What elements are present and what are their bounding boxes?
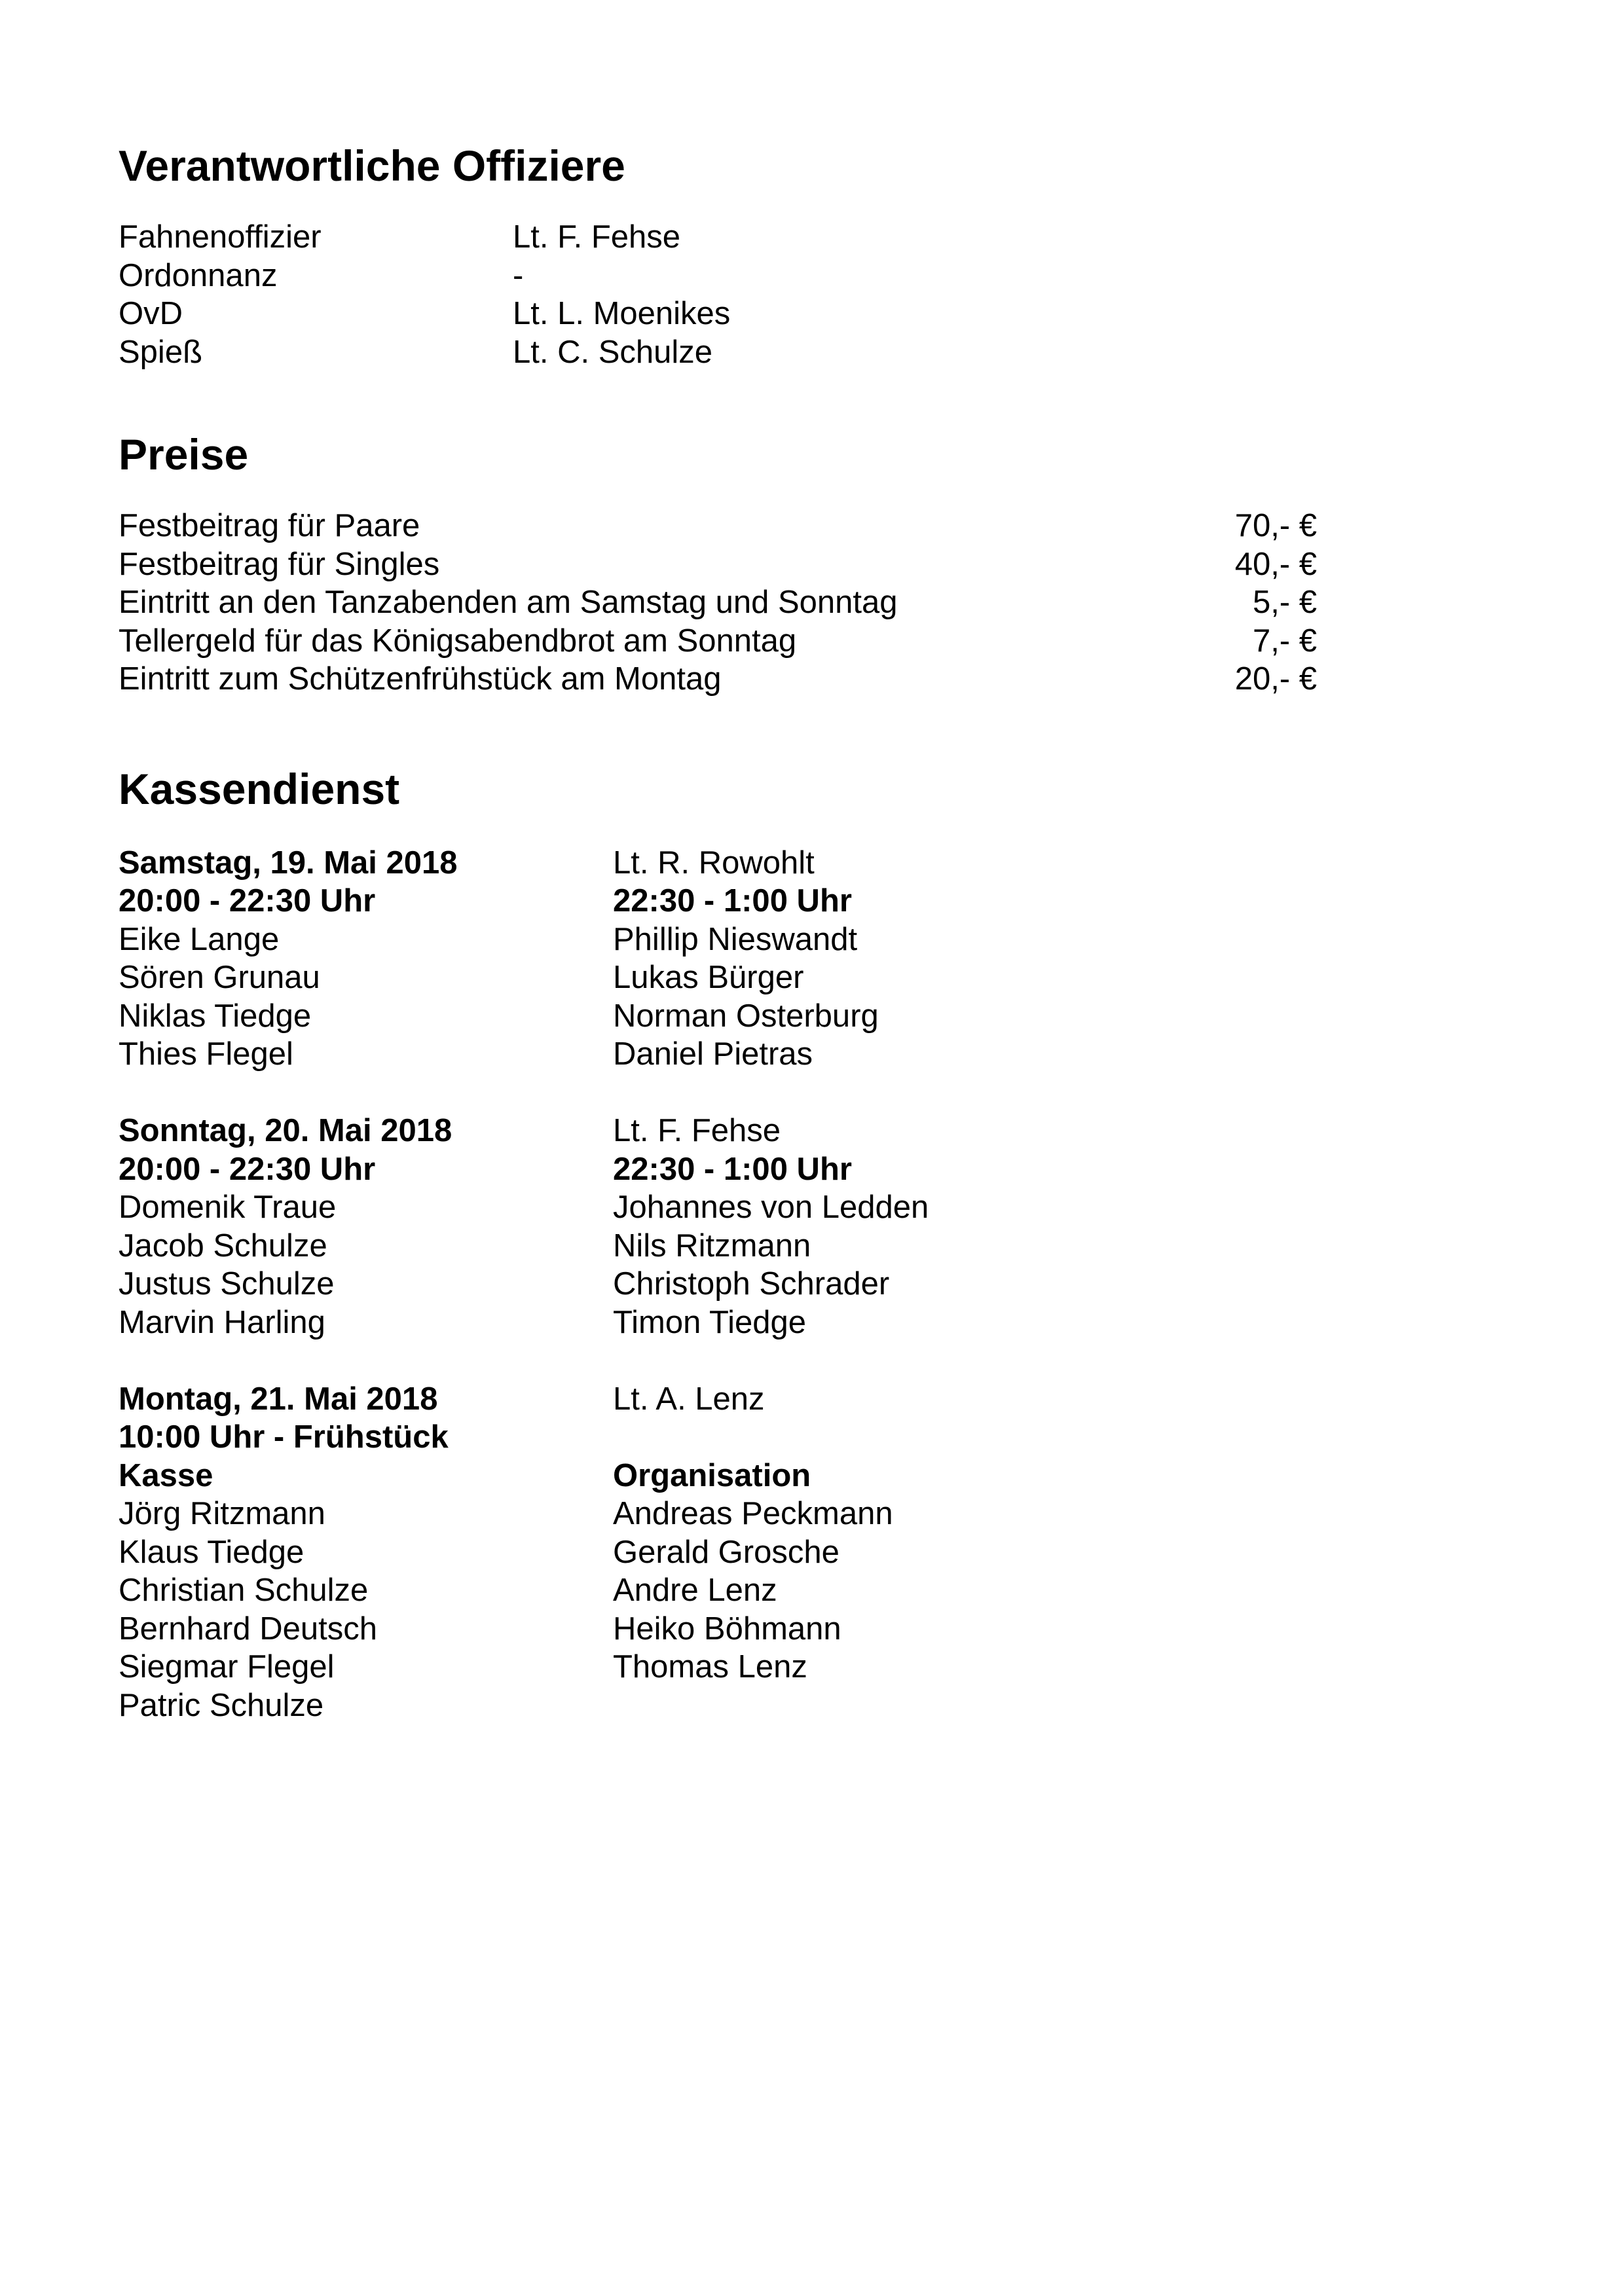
day-date: Montag, 21. Mai 2018 xyxy=(119,1381,438,1417)
prices-section xyxy=(119,430,1507,699)
officer-name: Lt. C. Schulze xyxy=(513,334,713,370)
officers-heading: Verantwortliche Offiziere xyxy=(119,141,625,190)
price-label: Festbeitrag für Paare xyxy=(119,508,420,543)
prices-heading: Preise xyxy=(119,430,249,479)
officer-name: Lt. F. Fehse xyxy=(513,219,681,255)
day-left-column xyxy=(119,1112,613,1341)
staff-name: Gerald Grosche xyxy=(613,1534,840,1570)
group-label: Kasse xyxy=(119,1457,213,1493)
shift-time: 20:00 - 22:30 Uhr xyxy=(119,1151,376,1187)
price-list xyxy=(119,507,1507,699)
staff-name: Niklas Tiedge xyxy=(119,998,312,1034)
staff-name: Justus Schulze xyxy=(119,1266,335,1302)
duty-officer: Lt. R. Rowohlt xyxy=(613,845,815,881)
price-label: Eintritt zum Schützenfrühstück am Montag xyxy=(119,661,722,697)
price-row xyxy=(119,660,1507,699)
officers-list xyxy=(119,218,1507,371)
officer-role: Spieß xyxy=(119,334,203,370)
staff-name: Domenik Traue xyxy=(119,1190,337,1225)
staff-name: Thomas Lenz xyxy=(613,1649,807,1685)
staff-name: Daniel Pietras xyxy=(613,1036,813,1072)
officer-name: Lt. L. Moenikes xyxy=(513,296,731,331)
staff-name: Thies Flegel xyxy=(119,1036,293,1072)
group-label: Organisation xyxy=(613,1457,811,1493)
shift-time: 22:30 - 1:00 Uhr xyxy=(613,883,852,919)
duty-officer: Lt. A. Lenz xyxy=(613,1381,765,1417)
cash-service-heading: Kassendienst xyxy=(119,764,400,813)
staff-name: Johannes von Ledden xyxy=(613,1190,929,1225)
staff-name: Sören Grunau xyxy=(119,960,320,995)
shift-time: 20:00 - 22:30 Uhr xyxy=(119,883,376,919)
price-label: Eintritt an den Tanzabenden am Samstag und Sonntag xyxy=(119,585,898,620)
officer-row xyxy=(119,295,1507,333)
price-amount: 40,- € xyxy=(1234,546,1317,582)
officers-section xyxy=(119,141,1507,371)
officer-role: Fahnenoffizier xyxy=(119,219,322,255)
price-row xyxy=(119,545,1507,584)
officer-name: - xyxy=(513,257,524,293)
staff-name: Andreas Peckmann xyxy=(613,1496,893,1531)
staff-name: Christian Schulze xyxy=(119,1573,369,1608)
shift-time: 22:30 - 1:00 Uhr xyxy=(613,1151,852,1187)
officer-row xyxy=(119,257,1507,295)
price-row xyxy=(119,622,1507,661)
document-page xyxy=(119,141,1507,1724)
staff-name: Nils Ritzmann xyxy=(613,1228,811,1264)
officer-role: OvD xyxy=(119,296,183,331)
day-right-column xyxy=(613,844,1507,1074)
staff-name: Jörg Ritzmann xyxy=(119,1496,325,1531)
day-right-column xyxy=(613,1112,1507,1341)
day-schedule-saturday xyxy=(119,844,1507,1074)
staff-name: Klaus Tiedge xyxy=(119,1534,304,1570)
event-subtitle: 10:00 Uhr - Frühstück xyxy=(119,1419,449,1455)
price-amount: 70,- € xyxy=(1234,508,1317,543)
officer-row xyxy=(119,218,1507,257)
staff-name: Marvin Harling xyxy=(119,1304,325,1340)
day-left-column xyxy=(119,844,613,1074)
day-date: Sonntag, 20. Mai 2018 xyxy=(119,1113,452,1148)
staff-name: Eike Lange xyxy=(119,921,280,957)
price-row xyxy=(119,507,1507,545)
day-date: Samstag, 19. Mai 2018 xyxy=(119,845,458,881)
officer-role: Ordonnanz xyxy=(119,257,278,293)
price-label: Tellergeld für das Königsabendbrot am Sonntag xyxy=(119,623,797,659)
staff-name: Andre Lenz xyxy=(613,1573,777,1608)
price-amount: 20,- € xyxy=(1234,661,1317,697)
staff-name: Siegmar Flegel xyxy=(119,1649,335,1685)
staff-name: Heiko Böhmann xyxy=(613,1611,841,1647)
duty-officer: Lt. F. Fehse xyxy=(613,1113,781,1148)
staff-name: Christoph Schrader xyxy=(613,1266,890,1302)
staff-name: Jacob Schulze xyxy=(119,1228,327,1264)
price-amount: 7,- € xyxy=(1252,623,1317,659)
staff-name: Norman Osterburg xyxy=(613,998,879,1034)
day-right-column xyxy=(613,1380,1507,1725)
officer-row xyxy=(119,333,1507,372)
staff-name: Timon Tiedge xyxy=(613,1304,807,1340)
staff-name: Phillip Nieswandt xyxy=(613,921,858,957)
staff-name: Lukas Bürger xyxy=(613,960,804,995)
cash-service-section xyxy=(119,764,1507,1725)
price-amount: 5,- € xyxy=(1252,585,1317,620)
day-left-column xyxy=(119,1380,613,1725)
staff-name: Patric Schulze xyxy=(119,1687,324,1723)
price-label: Festbeitrag für Singles xyxy=(119,546,440,582)
staff-name: Bernhard Deutsch xyxy=(119,1611,377,1647)
day-schedule-monday xyxy=(119,1380,1507,1725)
spacer xyxy=(613,1418,1507,1457)
day-schedule-sunday xyxy=(119,1112,1507,1341)
price-row xyxy=(119,583,1507,622)
